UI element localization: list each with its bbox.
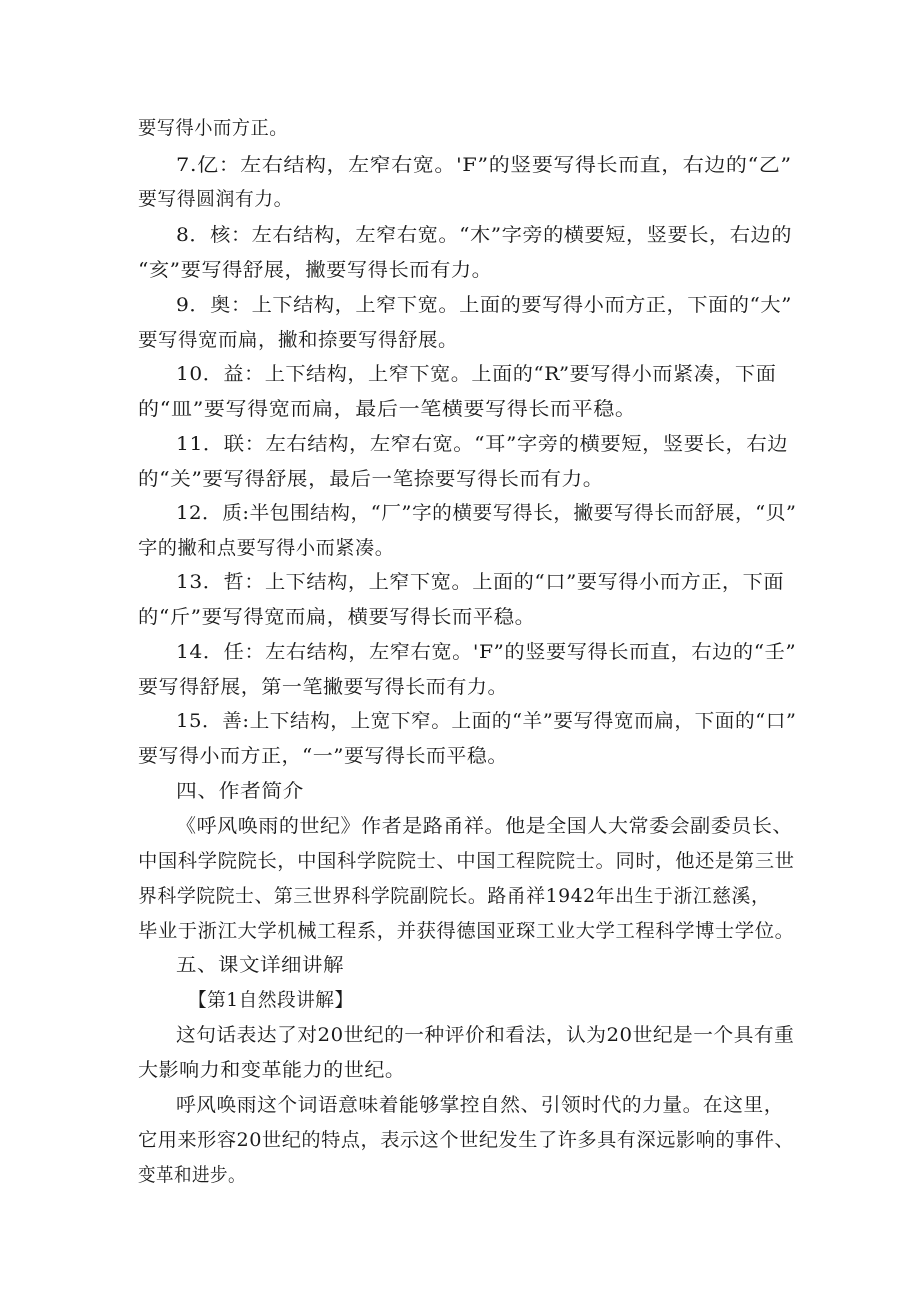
text-line: 要写得舒展，第一笔撇要写得长而有力。: [138, 676, 509, 698]
text-line: 要写得宽而扁，撇和捺要写得舒展。: [138, 329, 459, 351]
section-heading: 五、课文详细讲解: [176, 954, 345, 976]
text-line: 中国科学院院长，中国科学院院士、中国工程院院士。同时，他还是第三世: [138, 850, 795, 872]
text-line: 呼风唤雨这个词语意味着能够掌控自然、引领时代的力量。在这里，: [176, 1094, 785, 1116]
text-line: 15．善:上下结构，上宽下窄。上面的“羊”要写得宽而扁，下面的“口”: [176, 710, 797, 732]
text-line: 大影响力和变革能力的世纪。: [138, 1059, 406, 1081]
section-heading: 四、作者简介: [176, 780, 305, 802]
text-line: 界科学院院士、第三世界科学院副院长。路甬祥1942年出生于浙江慈溪，: [138, 885, 771, 907]
text-line: 它用来形容20世纪的特点，表示这个世纪发生了许多具有深远影响的事件、: [138, 1129, 795, 1151]
text-line: 8．核：左右结构，左窄右宽。“木”字旁的横要短，竖要长，右边的: [176, 224, 793, 246]
text-line: 13．哲：上下结构，上窄下宽。上面的“口”要写得小而方正，下面: [176, 571, 785, 593]
text-line: 12．质:半包围结构，“厂”字的横要写得长，撇要写得长而舒展，“贝”: [176, 502, 797, 524]
text-line: 的“斤”要写得宽而扁，横要写得长而平稳。: [138, 606, 536, 628]
text-line: 14．任：左右结构，左窄右宽。'F”的竖要写得长而直，右边的“壬”: [176, 641, 797, 663]
text-line: 7.亿：左右结构，左窄右宽。'F”的竖要写得长而直，右边的“乙”: [176, 154, 792, 176]
text-line: 要写得小而方正。: [138, 117, 289, 139]
text-line: 的“关”要写得舒展，最后一笔捺要写得长而有力。: [138, 468, 604, 490]
text-line: 这句话表达了对20世纪的一种评价和看法，认为20世纪是一个具有重: [176, 1024, 795, 1046]
text-line: 变革和进步。: [138, 1164, 247, 1186]
text-line: 要写得圆润有力。: [138, 188, 294, 210]
text-line: 10．益：上下结构，上窄下宽。上面的“R”要写得小而紧凑，下面: [176, 363, 777, 385]
text-line: 的“皿”要写得宽而扁，最后一笔横要写得长而平稳。: [138, 398, 637, 420]
text-line: 11．联：左右结构，左窄右宽。“耳”字旁的横要短，竖要长，右边: [176, 433, 789, 455]
text-line: 毕业于浙江大学机械工程系，并获得德国亚琛工业大学工程科学博士学位。: [138, 920, 795, 942]
subsection-heading: 【第1自然段讲解】: [188, 989, 354, 1011]
text-line: 9．奥：上下结构，上窄下宽。上面的要写得小而方正，下面的“大”: [176, 294, 793, 316]
text-line: 字的撇和点要写得小而紧凑。: [138, 537, 395, 559]
text-line: 要写得小而方正，“一”要写得长而平稳。: [138, 745, 508, 767]
text-line: 《呼风唤雨的世纪》作者是路甬祥。他是全国人大常委会副委员长、: [176, 815, 794, 837]
text-line: “亥”要写得舒展，撇要写得长而有力。: [138, 259, 493, 281]
